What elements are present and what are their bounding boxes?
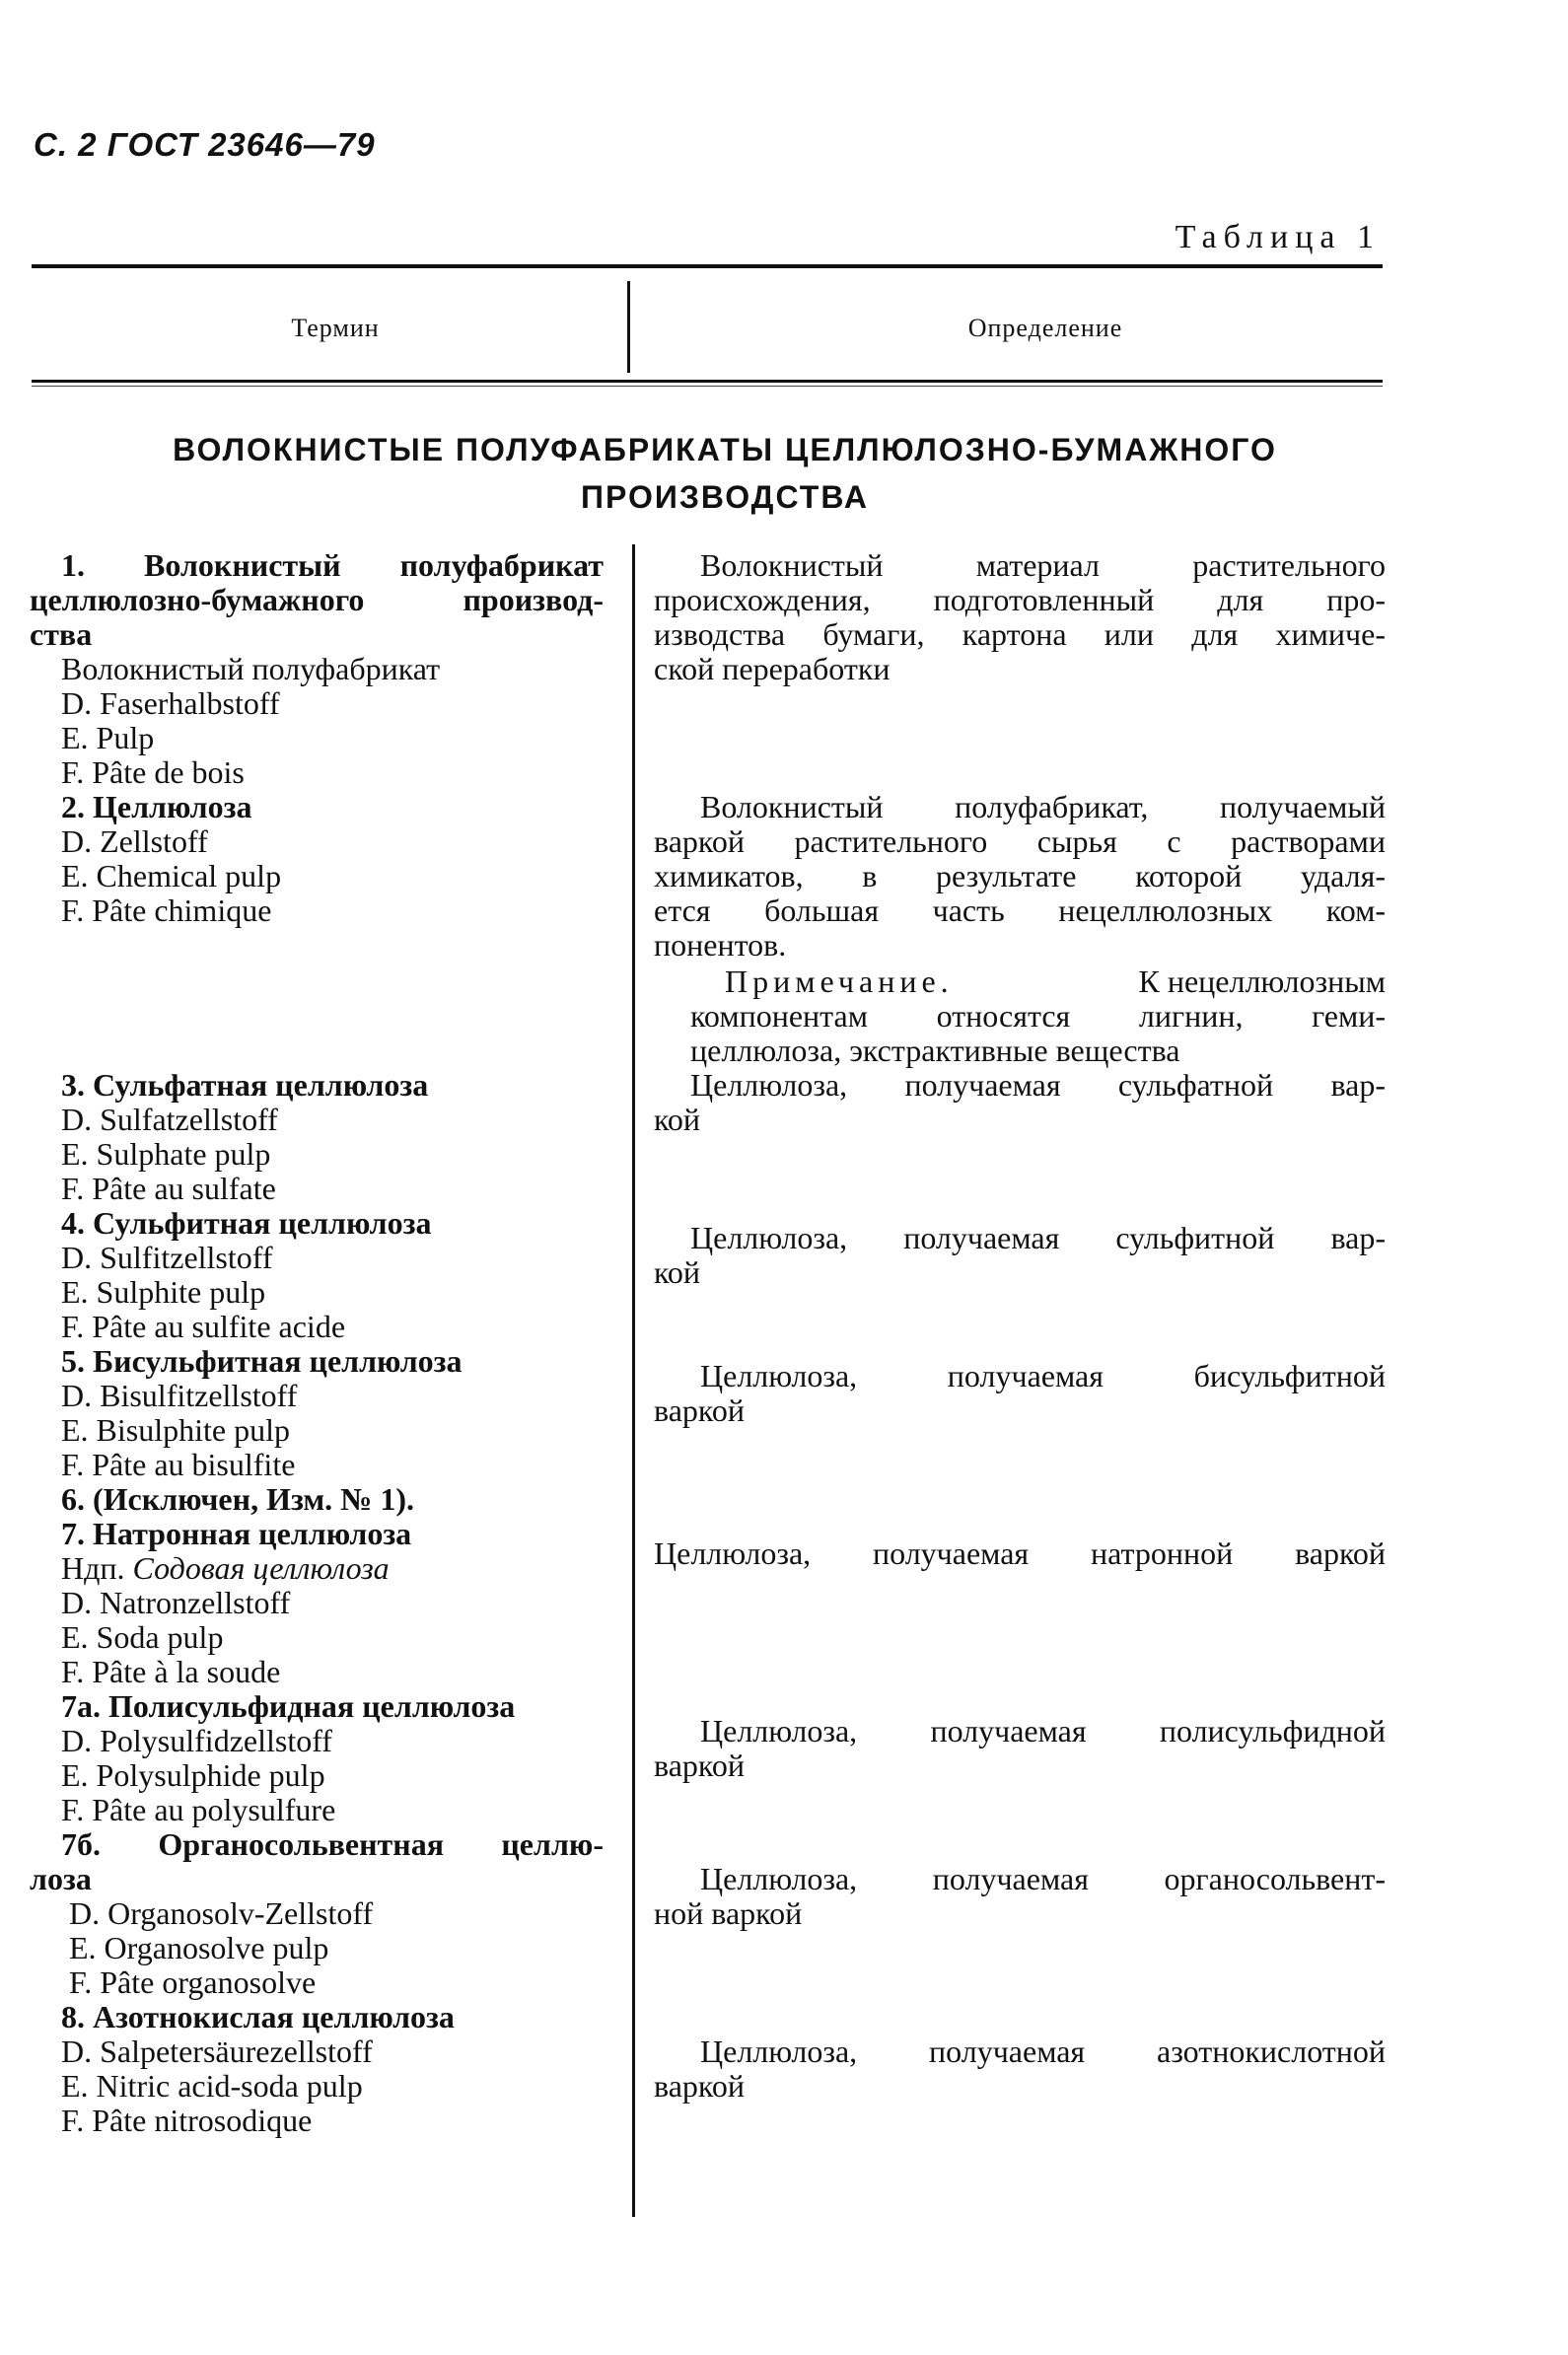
definition-2-line-5: понентов. bbox=[654, 927, 787, 963]
term-7b-fr: F. Pâte organosolve bbox=[69, 1964, 317, 2000]
note-line-2: компонентам относятся лигнин, геми- bbox=[690, 998, 1386, 1034]
definition-2-line-4: ется большая часть нецеллюлозных ком- bbox=[654, 892, 1386, 928]
definition-4-line-1: Целлюлоза, получаемая сульфитной вар- bbox=[690, 1220, 1386, 1255]
term-4-en: E. Sulphite pulp bbox=[61, 1274, 266, 1310]
definition-1-line-1: Волокнистый материал растительного bbox=[700, 547, 1386, 583]
term-4-de: D. Sulfitzellstoff bbox=[61, 1240, 273, 1275]
page-header: С. 2 ГОСТ 23646—79 bbox=[34, 126, 376, 163]
term-2-de: D. Zellstoff bbox=[61, 823, 208, 859]
term-7-deprecated bbox=[61, 1550, 633, 1586]
term-2: 2. Целлюлоза bbox=[61, 789, 252, 824]
term-7-deprecated-term: Содовая целлюлоза bbox=[132, 1550, 390, 1586]
definition-2-line-3: химикатов, в результате которой удаля- bbox=[654, 858, 1386, 893]
note-label: Примечание. bbox=[725, 963, 954, 999]
definition-5-line-2: варкой bbox=[654, 1392, 745, 1428]
term-3-en: E. Sulphate pulp bbox=[61, 1136, 271, 1172]
table-top-rule bbox=[32, 264, 1383, 268]
term-2-en: E. Chemical pulp bbox=[61, 858, 282, 893]
term-8-en: E. Nitric acid-soda pulp bbox=[61, 2068, 363, 2104]
term-4-fr: F. Pâte au sulfite acide bbox=[61, 1309, 346, 1344]
definition-2-line-2: варкой растительного сырья с растворами bbox=[654, 823, 1386, 859]
definition-7b-line-2: ной варкой bbox=[654, 1895, 803, 1931]
term-3-fr: F. Pâte au sulfate bbox=[61, 1171, 276, 1206]
note-line-3: целлюлоза, экстрактивные вещества bbox=[690, 1033, 1180, 1068]
term-1-fr: F. Pâte de bois bbox=[61, 754, 245, 790]
term-8-de: D. Salpetersäurezellstoff bbox=[61, 2034, 373, 2069]
definition-4-line-2: кой bbox=[654, 1254, 701, 1290]
definition-7b-line-1: Целлюлоза, получаемая органосольвент- bbox=[700, 1861, 1386, 1896]
definition-2-line-1: Волокнистый полуфабрикат, получаемый bbox=[700, 789, 1386, 824]
term-8-fr: F. Pâte nitrosodique bbox=[61, 2103, 313, 2138]
term-7b-line-2: лоза bbox=[30, 1861, 92, 1896]
definition-8-line-1: Целлюлоза, получаемая азотнокислотной bbox=[700, 2034, 1386, 2069]
term-7-deprecated-label: Ндп. bbox=[61, 1550, 133, 1586]
definition-7a-line-1: Целлюлоза, получаемая полисульфидной bbox=[700, 1713, 1386, 1748]
term-7: 7. Натронная целлюлоза bbox=[61, 1516, 412, 1551]
term-7b-de: D. Organosolv-Zellstoff bbox=[69, 1895, 374, 1931]
term-7a: 7а. Полисульфидная целлюлоза bbox=[61, 1688, 516, 1724]
term-3: 3. Сульфатная целлюлоза bbox=[61, 1067, 429, 1103]
term-3-de: D. Sulfatzellstoff bbox=[61, 1102, 278, 1137]
definition-1-line-3: изводства бумаги, картона или для химиче- bbox=[654, 616, 1386, 652]
note-line-1 bbox=[725, 963, 1386, 999]
header-bottom-rule-thin bbox=[32, 386, 1383, 387]
term-5-en: E. Bisulphite pulp bbox=[61, 1412, 290, 1448]
section-title-line-1: ВОЛОКНИСТЫЕ ПОЛУФАБРИКАТЫ ЦЕЛЛЮЛОЗНО-БУМАЖНОГО bbox=[173, 432, 1277, 467]
term-4: 4. Сульфитная целлюлоза bbox=[61, 1205, 432, 1241]
term-7a-fr: F. Pâte au polysulfure bbox=[61, 1792, 336, 1827]
section-title-line-2: ПРОИЗВОДСТВА bbox=[581, 479, 869, 515]
header-column-divider bbox=[627, 281, 630, 373]
term-7-en: E. Soda pulp bbox=[61, 1619, 224, 1655]
term-1-de: D. Faserhalbstoff bbox=[61, 685, 280, 721]
definition-8-line-2: варкой bbox=[654, 2068, 745, 2104]
term-8: 8. Азотнокислая целлюлоза bbox=[61, 1999, 455, 2034]
column-header-definition: Определение bbox=[967, 314, 1123, 342]
header-bottom-rule bbox=[32, 380, 1383, 383]
term-1-line-3: ства bbox=[30, 616, 93, 652]
section-title bbox=[59, 426, 1390, 521]
term-1-line-1: 1. Волокнистый полуфабрикат bbox=[61, 547, 604, 583]
term-7a-de: D. Polysulfidzellstoff bbox=[61, 1723, 332, 1758]
term-1-line-2: целлюлозно-бумажного производ- bbox=[30, 582, 604, 617]
definition-1-line-2: происхождения, подготовленный для про- bbox=[654, 582, 1386, 617]
definition-1-line-4: ской переработки bbox=[654, 651, 891, 686]
definition-7a-line-2: варкой bbox=[654, 1748, 745, 1783]
term-2-fr: F. Pâte chimique bbox=[61, 892, 272, 928]
note-text-1: К нецеллюлозным bbox=[1138, 963, 1386, 999]
term-5: 5. Бисульфитная целлюлоза bbox=[61, 1343, 463, 1379]
term-7-de: D. Natronzellstoff bbox=[61, 1585, 291, 1620]
term-6: 6. (Исключен, Изм. № 1). bbox=[61, 1481, 414, 1517]
term-7a-en: E. Polysulphide pulp bbox=[61, 1757, 325, 1793]
table-label: Таблица 1 bbox=[1175, 219, 1381, 255]
definition-5-line-1: Целлюлоза, получаемая бисульфитной bbox=[700, 1358, 1386, 1393]
term-5-fr: F. Pâte au bisulfite bbox=[61, 1447, 296, 1482]
term-7-fr: F. Pâte à la soude bbox=[61, 1654, 281, 1689]
column-header-term: Термин bbox=[291, 314, 380, 342]
term-1-en: E. Pulp bbox=[61, 720, 155, 755]
term-5-de: D. Bisulfitzellstoff bbox=[61, 1378, 298, 1413]
term-7b-en: E. Organosolve pulp bbox=[69, 1930, 329, 1965]
term-1-synonym: Волокнистый полуфабрикат bbox=[61, 651, 441, 686]
definition-3-line-2: кой bbox=[654, 1102, 701, 1137]
term-7b-line-1: 7б. Органосольвентная целлю- bbox=[61, 1826, 604, 1862]
definition-3-line-1: Целлюлоза, получаемая сульфатной вар- bbox=[690, 1067, 1386, 1103]
definition-7: Целлюлоза, получаемая натронной варкой bbox=[654, 1535, 1386, 1571]
